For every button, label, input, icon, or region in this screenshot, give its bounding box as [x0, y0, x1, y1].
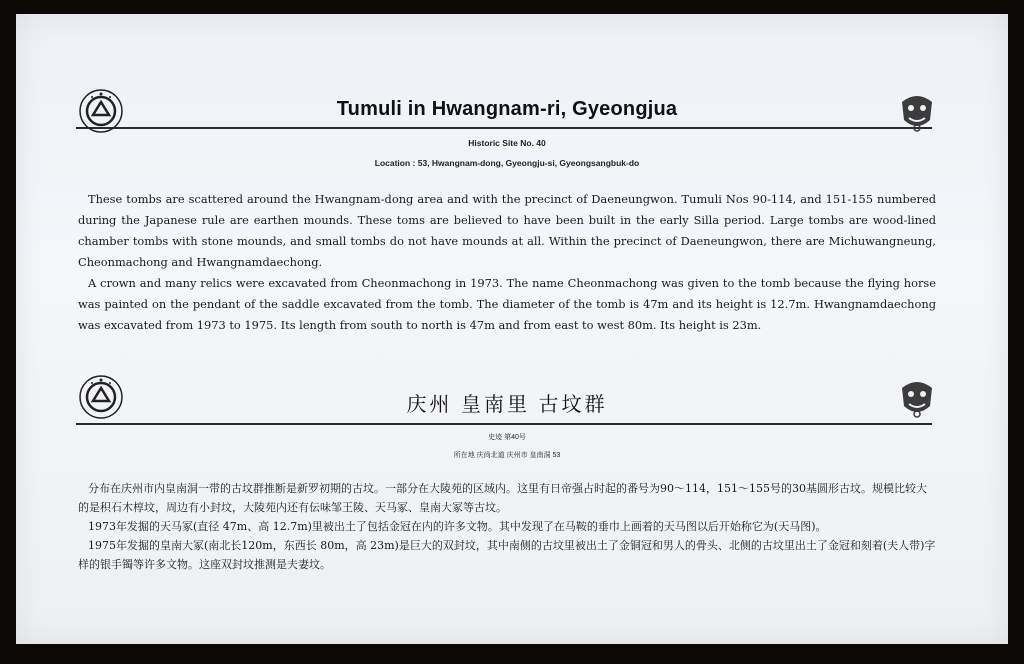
world-heritage-emblem-icon: [78, 374, 124, 420]
chinese-paragraph-1: 分布在庆州市内皇南洞一带的古坟群推断是新罗初期的古坟。一部分在大陵苑的区域内。这里有日帝强占时起的番号为90～114，151～155号的30基圆形古坟。规模比较大的是积石木椁坟，周边有小封坟，大陵苑内还有伝味邹王陵、天马冢、皇南大冢等古坟。: [78, 482, 927, 514]
english-historic-site: Historic Site No. 40: [468, 138, 546, 148]
english-section: [78, 84, 936, 336]
chinese-historic-site: 史迹 第40号: [488, 434, 526, 441]
chinese-paragraph-2: 1973年发掘的天马冢(直径 47m、高 12.7m)里被出土了包括金冠在内的许多文物。其中发现了在马鞍的垂巾上画着的天马图以后开始称它为(天马图)。: [88, 520, 827, 533]
chinese-section: [78, 370, 936, 574]
information-board: [16, 14, 1008, 644]
chinese-divider: [76, 423, 932, 425]
english-location: Location : 53, Hwangnam-dong, Gyeongju-si, Gyeongsangbuk-do: [374, 158, 640, 168]
chinese-body: [78, 479, 936, 574]
english-paragraph-2: A crown and many relics were excavated from Cheonmachong in 1973. The name Cheonmachong was given to the tomb because the flying horse was painted on the pendant of the saddle excavated from the tomb. The diameter of the tomb is 47m and its height is 12.7m. Hwangnamdaechong was excavated from 1973 to 1975. Its length from south to north is 47m and from east to west 80m. Its height is 23m.: [78, 276, 936, 332]
chinese-paragraph-3: 1975年发掘的皇南大冢(南北长120m，东西长 80m，高 23m)是巨大的双封坟，其中南侧的古坟里被出土了金铜冠和男人的骨头、北侧的古坟里出土了金冠和刻着(夫人带)字样的银手镯等许多文物。这座双封坟推测是夫妻坟。: [78, 539, 936, 571]
english-title: Tumuli in Hwangnam-ri, Gyeongjua: [336, 98, 678, 120]
guardian-mask-emblem-icon: [894, 374, 940, 420]
world-heritage-emblem-icon: [78, 88, 124, 134]
english-divider: [76, 127, 932, 129]
chinese-title: 庆州 皇南里 古坟群: [406, 394, 608, 416]
english-body: [78, 189, 936, 336]
guardian-mask-emblem-icon: [894, 88, 940, 134]
chinese-location: 所在地 庆尚北道 庆州市 皇南洞 53: [453, 452, 561, 459]
english-paragraph-1: These tombs are scattered around the Hwangnam-dong area and with the precinct of Daeneungwon. Tumuli Nos 90-114, and 151-155 numbered during the Japanese rule are earthen mounds. These toms are believed to have been built in the early Silla period. Large tombs are wood-lined chamber tombs with stone mounds, and small tombs do not have mounds at all. Within the precinct of Daeneungwon, there are Michuwangneung, Cheonmachong and Hwangnamdaechong.: [78, 192, 936, 269]
